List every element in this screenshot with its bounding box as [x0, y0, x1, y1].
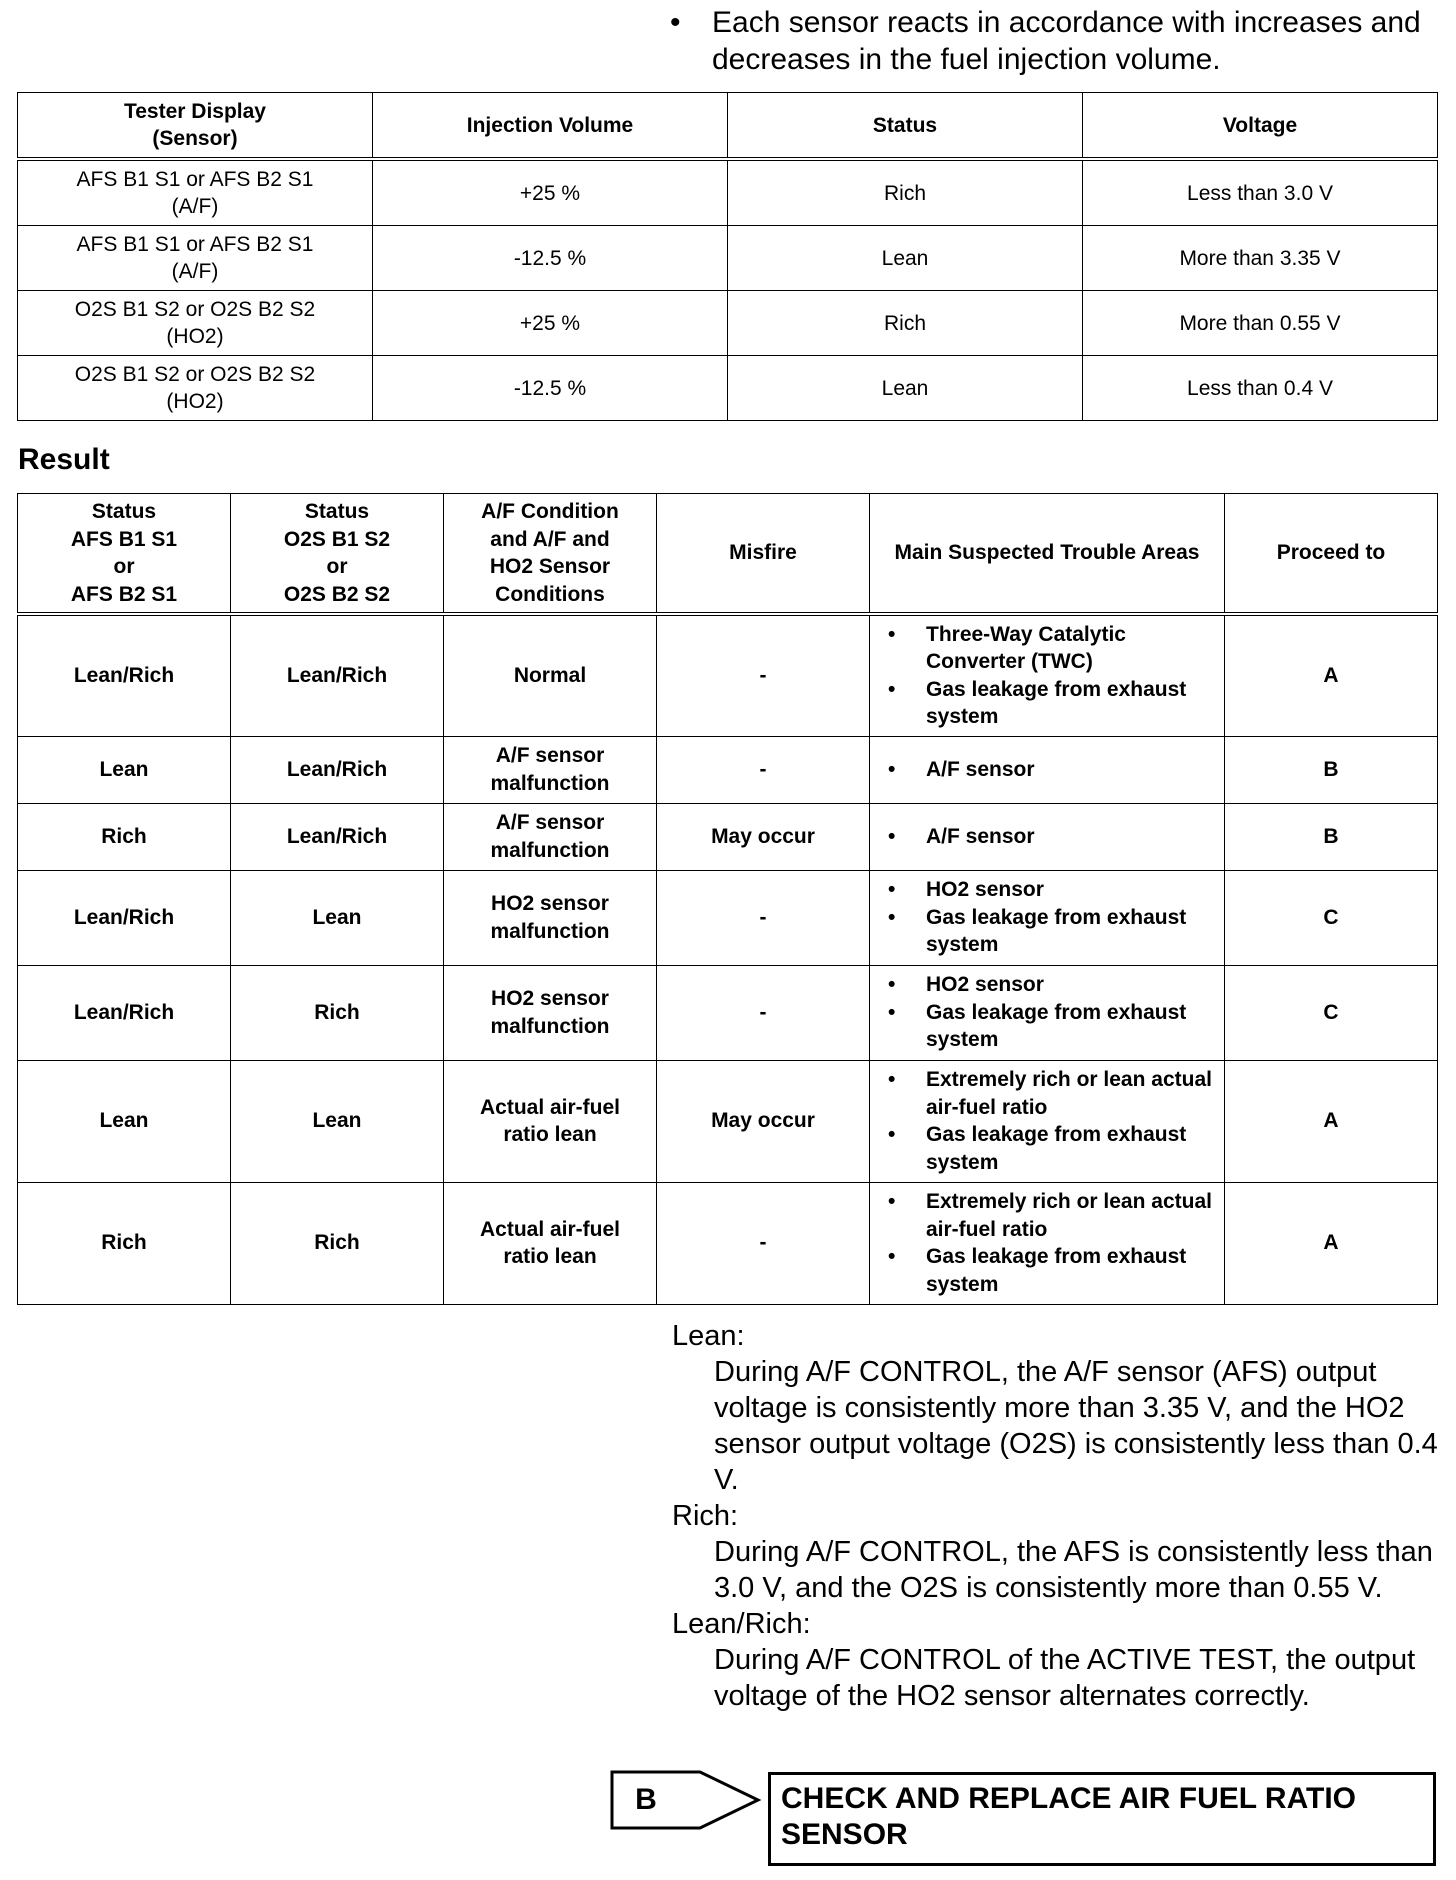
list-item: • Extremely rich or lean actual air-fuel ratio — [876, 1188, 1218, 1243]
trouble-areas-cell — [870, 965, 1225, 1060]
condition-cell: Actual air-fuel ratio lean — [444, 1182, 657, 1304]
proceed-cell: C — [1225, 870, 1438, 965]
status-cell: Lean — [728, 356, 1083, 421]
table-row — [18, 159, 1438, 226]
table-row — [18, 356, 1438, 421]
afs-status-cell: Rich — [18, 803, 231, 870]
proceed-cell: A — [1225, 1060, 1438, 1182]
header-status: Status — [728, 93, 1083, 160]
condition-cell: Normal — [444, 614, 657, 736]
sensor-table-header — [18, 93, 1438, 160]
header-misfire: Misfire — [657, 494, 870, 615]
injection-cell: -12.5 % — [373, 356, 728, 421]
trouble-area-list — [876, 1066, 1218, 1176]
misfire-cell: - — [657, 965, 870, 1060]
trouble-areas-cell — [870, 1060, 1225, 1182]
table-row — [18, 291, 1438, 356]
result-heading: Result — [18, 443, 110, 476]
proceed-cell: A — [1225, 1182, 1438, 1304]
legend-definition: During A/F CONTROL, the AFS is consistently less than 3.0 V, and the O2S is consistently more than 0.55 V. — [714, 1536, 1433, 1604]
table-row — [18, 736, 1438, 803]
legend-term: Lean: — [672, 1320, 745, 1352]
misfire-cell: May occur — [657, 1060, 870, 1182]
list-item: • Gas leakage from exhaust system — [876, 676, 1218, 731]
misfire-cell: - — [657, 614, 870, 736]
table-row — [18, 1182, 1438, 1304]
next-step-box[interactable]: CHECK AND REPLACE AIR FUEL RATIO SENSOR — [768, 1772, 1436, 1866]
table-row — [18, 226, 1438, 291]
list-item: • HO2 sensor — [876, 876, 1218, 904]
header-status-o2s: Status O2S B1 S2 or O2S B2 S2 — [231, 494, 444, 615]
intro-note — [670, 4, 1450, 78]
trouble-area-list — [876, 876, 1218, 959]
trouble-areas-cell — [870, 803, 1225, 870]
voltage-cell: Less than 0.4 V — [1083, 356, 1438, 421]
header-voltage: Voltage — [1083, 93, 1438, 160]
o2s-status-cell: Lean — [231, 1060, 444, 1182]
table-row — [18, 870, 1438, 965]
status-cell: Lean — [728, 226, 1083, 291]
condition-cell: HO2 sensor malfunction — [444, 965, 657, 1060]
legend-term: Rich: — [672, 1500, 739, 1532]
list-item: • Gas leakage from exhaust system — [876, 999, 1218, 1054]
header-trouble-areas: Main Suspected Trouble Areas — [870, 494, 1225, 615]
injection-cell: +25 % — [373, 159, 728, 226]
trouble-area-list — [876, 1188, 1218, 1298]
sensor-cell: O2S B1 S2 or O2S B2 S2 (HO2) — [18, 356, 373, 421]
sensor-table — [17, 92, 1438, 421]
afs-status-cell: Lean — [18, 1060, 231, 1182]
o2s-status-cell: Rich — [231, 965, 444, 1060]
proceed-cell: B — [1225, 803, 1438, 870]
legend-definition: During A/F CONTROL, the A/F sensor (AFS) output voltage is consistently more than 3.35 V, and the HO2 sensor output voltage (O2S) is consistently less than 0.4 V. — [714, 1356, 1438, 1496]
proceed-cell: C — [1225, 965, 1438, 1060]
misfire-cell: - — [657, 1182, 870, 1304]
sensor-cell: O2S B1 S2 or O2S B2 S2 (HO2) — [18, 291, 373, 356]
condition-cell: A/F sensor malfunction — [444, 803, 657, 870]
bullet: • — [670, 6, 681, 39]
trouble-area-list — [876, 621, 1218, 731]
misfire-cell: - — [657, 870, 870, 965]
afs-status-cell: Rich — [18, 1182, 231, 1304]
table-row — [18, 614, 1438, 736]
trouble-areas-cell — [870, 614, 1225, 736]
header-injection-volume: Injection Volume — [373, 93, 728, 160]
legend — [672, 1318, 1452, 1714]
list-item: • A/F sensor — [876, 756, 1218, 784]
header-status-afs: Status AFS B1 S1 or AFS B2 S1 — [18, 494, 231, 615]
condition-cell: Actual air-fuel ratio lean — [444, 1060, 657, 1182]
o2s-status-cell: Lean/Rich — [231, 803, 444, 870]
voltage-cell: More than 0.55 V — [1083, 291, 1438, 356]
table-row — [18, 965, 1438, 1060]
header-tester-display: Tester Display (Sensor) — [18, 93, 373, 160]
list-item: • Extremely rich or lean actual air-fuel ratio — [876, 1066, 1218, 1121]
list-item: • Gas leakage from exhaust system — [876, 1243, 1218, 1298]
trouble-areas-cell — [870, 1182, 1225, 1304]
voltage-cell: Less than 3.0 V — [1083, 159, 1438, 226]
table-row — [18, 1060, 1438, 1182]
proceed-cell: B — [1225, 736, 1438, 803]
injection-cell: +25 % — [373, 291, 728, 356]
sensor-cell: AFS B1 S1 or AFS B2 S1 (A/F) — [18, 159, 373, 226]
list-item: • Gas leakage from exhaust system — [876, 1121, 1218, 1176]
proceed-letter: B — [635, 1783, 657, 1816]
o2s-status-cell: Lean/Rich — [231, 736, 444, 803]
list-item: • Three-Way Catalytic Converter (TWC) — [876, 621, 1218, 676]
afs-status-cell: Lean/Rich — [18, 614, 231, 736]
legend-definition: During A/F CONTROL of the ACTIVE TEST, the output voltage of the HO2 sensor alternates correctly. — [714, 1644, 1416, 1712]
afs-status-cell: Lean/Rich — [18, 870, 231, 965]
intro-text: Each sensor reacts in accordance with increases and decreases in the fuel injection volume. — [712, 6, 1421, 76]
legend-term: Lean/Rich: — [672, 1608, 811, 1640]
status-cell: Rich — [728, 291, 1083, 356]
trouble-area-list — [876, 823, 1218, 851]
o2s-status-cell: Lean — [231, 870, 444, 965]
misfire-cell: May occur — [657, 803, 870, 870]
injection-cell: -12.5 % — [373, 226, 728, 291]
header-proceed-to: Proceed to — [1225, 494, 1438, 615]
proceed-cell: A — [1225, 614, 1438, 736]
trouble-areas-cell — [870, 736, 1225, 803]
o2s-status-cell: Lean/Rich — [231, 614, 444, 736]
sensor-cell: AFS B1 S1 or AFS B2 S1 (A/F) — [18, 226, 373, 291]
trouble-areas-cell — [870, 870, 1225, 965]
result-table-header — [18, 494, 1438, 615]
status-cell: Rich — [728, 159, 1083, 226]
trouble-area-list — [876, 971, 1218, 1054]
list-item: • Gas leakage from exhaust system — [876, 904, 1218, 959]
condition-cell: A/F sensor malfunction — [444, 736, 657, 803]
trouble-area-list — [876, 756, 1218, 784]
misfire-cell: - — [657, 736, 870, 803]
voltage-cell: More than 3.35 V — [1083, 226, 1438, 291]
afs-status-cell: Lean — [18, 736, 231, 803]
result-table — [17, 493, 1438, 1305]
list-item: • A/F sensor — [876, 823, 1218, 851]
afs-status-cell: Lean/Rich — [18, 965, 231, 1060]
table-row — [18, 803, 1438, 870]
list-item: • HO2 sensor — [876, 971, 1218, 999]
condition-cell: HO2 sensor malfunction — [444, 870, 657, 965]
o2s-status-cell: Rich — [231, 1182, 444, 1304]
header-condition: A/F Condition and A/F and HO2 Sensor Conditions — [444, 494, 657, 615]
